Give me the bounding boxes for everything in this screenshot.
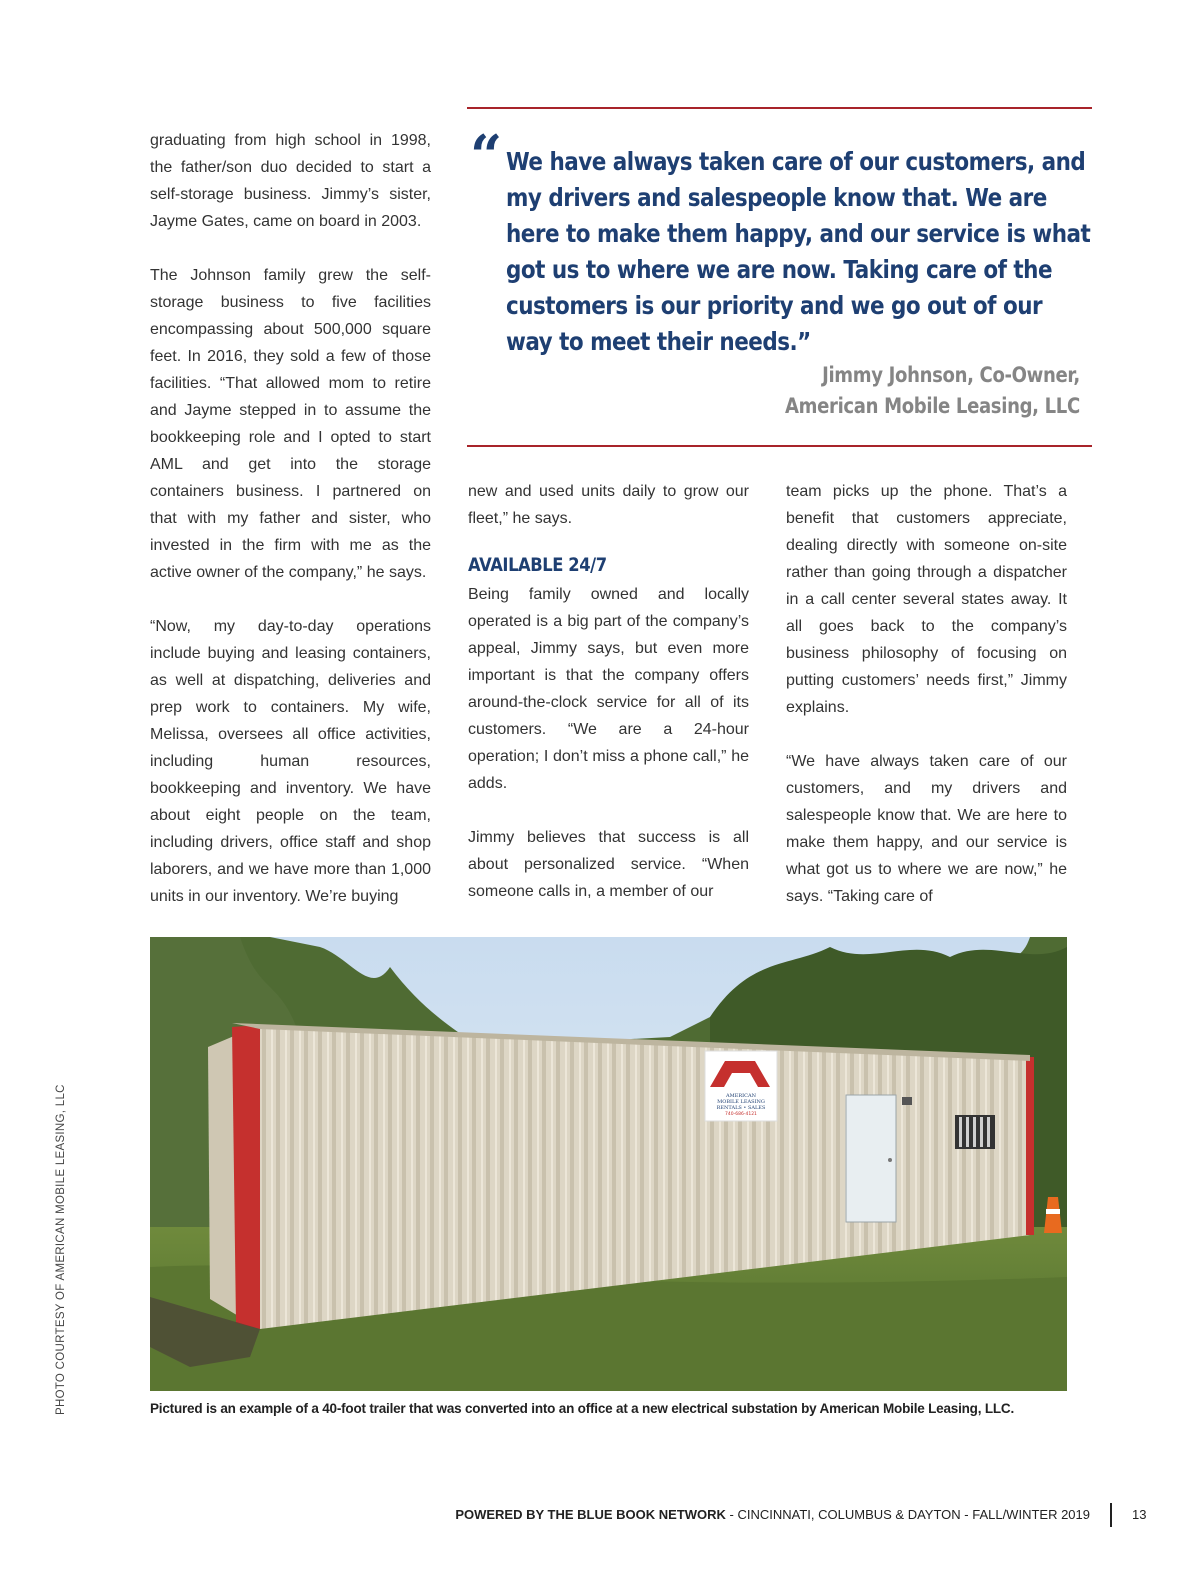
footer-brand: POWERED BY THE BLUE BOOK NETWORK — [455, 1507, 726, 1522]
company-sign — [705, 1051, 777, 1121]
body-paragraph: “We have always taken care of our customers, and my drivers and salespeople know that. We are here to make them happy, and our service is what got us to where we are now,” he says. “Taking care of — [786, 753, 1067, 905]
quote-mark-icon: “ — [470, 123, 503, 189]
svg-text:AMERICAN: AMERICAN — [726, 1093, 756, 1099]
body-paragraph: Being family owned and locally operated is a big part of the company’s appeal, Jimmy says, but even more important is that the company offers around-the-clock service for all of its customers. “We are a 24-hour operation; I don’t miss a phone call,” he adds. — [468, 586, 749, 792]
attribution-name: Jimmy Johnson, Co-Owner, — [822, 363, 1080, 387]
container-office-photo — [150, 937, 1067, 1391]
body-paragraph: “Now, my day-to-day operations include buying and leasing containers, as well at dispatching, deliveries and prep work to containers. My wife, Melissa, oversees all office activities, including human resources, bookkeeping and inventory. We have about eight people on the team, including drivers, office staff and shop laborers, and we have more than 1,000 units in our inventory. We’re buying — [150, 618, 431, 905]
svg-text:740-686-4121: 740-686-4121 — [725, 1112, 757, 1117]
pull-quote-top-rule — [467, 107, 1092, 109]
photo-caption: Pictured is an example of a 40-foot trailer that was converted into an office at a new electrical substation by American Mobile Leasing, LLC. — [150, 1401, 1015, 1416]
article-column-3 — [786, 478, 1067, 910]
footer-divider — [1110, 1503, 1112, 1527]
body-paragraph: Jimmy believes that success is all about personalized service. “When someone calls in, a member of our — [468, 829, 749, 900]
section-subhead: AVAILABLE 24/7 — [468, 554, 607, 576]
svg-text:RENTALS • SALES: RENTALS • SALES — [716, 1105, 766, 1111]
svg-text:MOBILE LEASING: MOBILE LEASING — [717, 1099, 765, 1105]
attribution-company: American Mobile Leasing, LLC — [785, 394, 1080, 418]
body-paragraph: The Johnson family grew the self-storage business to five facilities encompassing about 500,000 square feet. In 2016, they sold a few of those facilities. “That allowed mom to retire and Jayme stepped in to assume the bookkeeping role and I opted to start AML and get into the storage containers business. I partnered on that with my father and sister, who invested in the firm with me as the active owner of the company,” he says. — [150, 267, 431, 581]
photo-credit: PHOTO COURTESY OF AMERICAN MOBILE LEASING, LLC — [55, 1084, 67, 1415]
body-paragraph: graduating from high school in 1998, the father/son duo decided to start a self-storage business. Jimmy’s sister, Jayme Gates, came on board in 2003. — [150, 132, 431, 230]
pull-quote-text: We have always taken care of our customers, and my drivers and salespeople know that. We are here to make them happy, and our service is what got us to where we are now. Taking care of the customers is our priority and we go out of our way to meet their needs.” — [506, 147, 1091, 356]
article-column-1 — [150, 127, 431, 910]
pull-quote-bottom-rule — [467, 445, 1092, 447]
footer-edition: - CINCINNATI, COLUMBUS & DAYTON - FALL/WINTER 2019 — [725, 1507, 1090, 1522]
pull-quote-attribution — [785, 360, 1080, 422]
body-paragraph: new and used units daily to grow our fleet,” he says. — [468, 483, 749, 527]
body-paragraph: team picks up the phone. That’s a benefit that customers appreciate, dealing directly with someone on-site rather than going through a dispatcher in a call center several states away. It all goes back to the company’s business philosophy of focusing on putting customers’ needs first,” Jimmy explains. — [786, 483, 1067, 716]
page-number: 13 — [1132, 1507, 1147, 1522]
page-footer — [455, 1505, 1090, 1525]
article-column-2 — [468, 478, 749, 905]
